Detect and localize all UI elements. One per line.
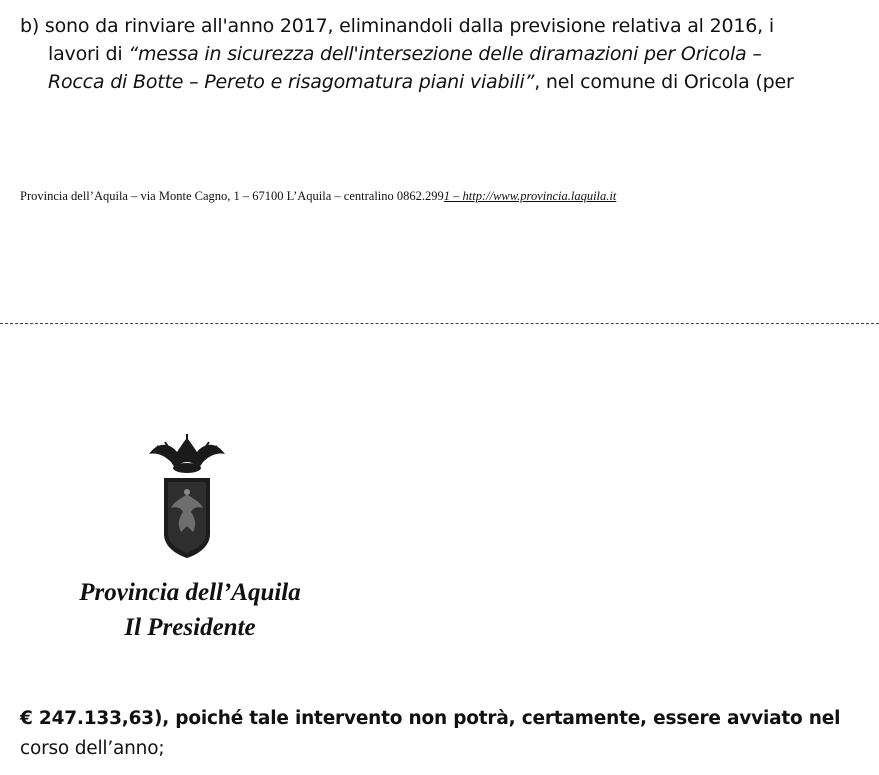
paragraph-top-line-1: b) sono da rinviare all'anno 2017, eliminandoli dalla previsione relativa al 2016, i	[20, 15, 774, 37]
org-role: Il Presidente	[124, 614, 256, 641]
footer-website-link[interactable]: 1 – http://www.provincia.laquila.it	[443, 189, 617, 203]
provincia-coat-of-arms-icon	[137, 432, 237, 562]
paragraph-top-line-2-prefix: lavori di	[48, 43, 129, 65]
paragraph-bottom	[20, 704, 865, 764]
page-footer	[20, 189, 616, 204]
paragraph-top-line-3	[20, 68, 865, 96]
paragraph-top-line-2	[20, 40, 865, 68]
footer-address: Provincia dell’Aquila – via Monte Cagno, 1 – 67100 L’Aquila – centralino 0862.299	[20, 189, 444, 203]
paragraph-top	[20, 12, 865, 96]
org-name: Provincia dell’Aquila	[79, 579, 301, 606]
paragraph-top-line-3-rest: , nel comune di Oricola (per	[534, 71, 794, 93]
page-break-divider	[0, 323, 879, 324]
project-title-part-2: Rocca di Botte – Pereto e risagomatura piani viabili”	[48, 71, 535, 93]
paragraph-bottom-line-2: corso dell’anno;	[20, 738, 165, 759]
paragraph-bottom-line-1: € 247.133,63), poiché tale intervento non potrà, certamente, essere avviato nel	[20, 708, 841, 729]
project-title-part-1: “messa in sicurezza dell'intersezione delle diramazioni per Oricola –	[128, 43, 762, 65]
